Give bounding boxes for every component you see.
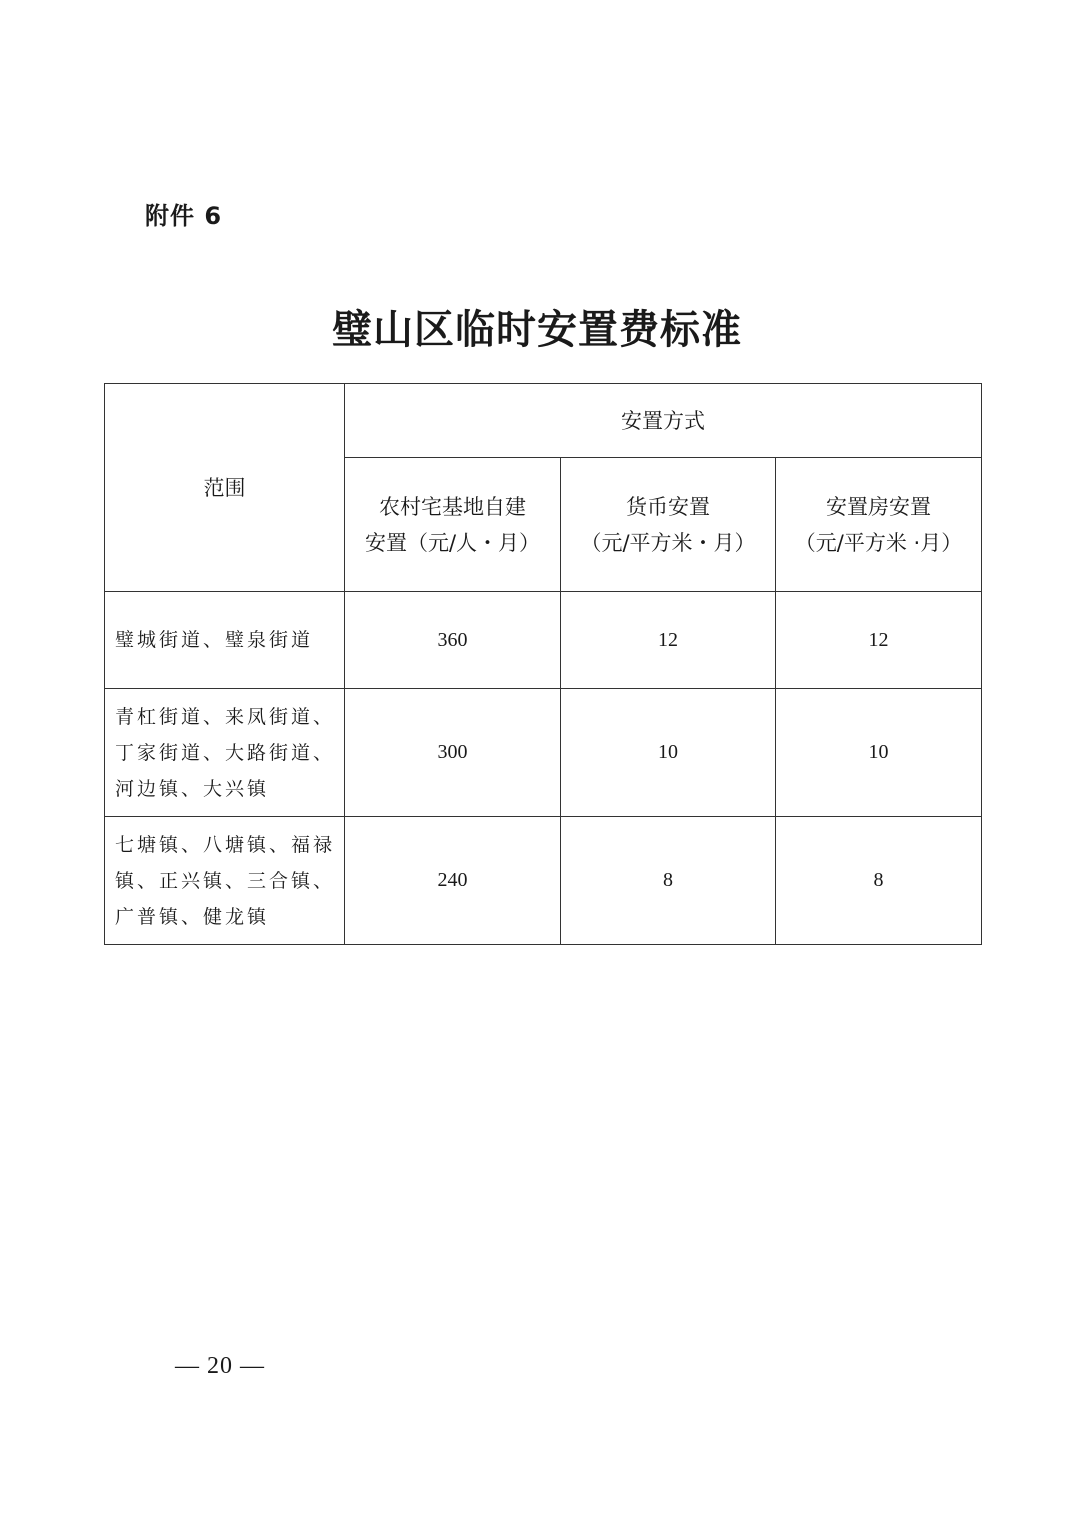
header-rural-self-build xyxy=(345,458,561,592)
header-range: 范围 xyxy=(105,384,345,592)
row-value-housing: 12 xyxy=(776,592,982,689)
table-row xyxy=(105,592,982,689)
resettlement-fee-table xyxy=(104,383,982,945)
table-row xyxy=(105,817,982,945)
row-region: 七塘镇、八塘镇、福禄镇、正兴镇、三合镇、广普镇、健龙镇 xyxy=(105,817,345,945)
header-monetary-line1: 货币安置 xyxy=(626,494,710,519)
page-number: — 20 — xyxy=(175,1353,265,1379)
header-rural-self-build-line2: 安置（元/人・月） xyxy=(364,530,541,555)
header-resettlement-method: 安置方式 xyxy=(345,384,982,458)
header-monetary xyxy=(561,458,776,592)
row-value-monetary: 12 xyxy=(561,592,776,689)
document-title: 璧山区临时安置费标准 xyxy=(332,306,742,353)
table-row xyxy=(105,689,982,817)
header-monetary-line2: （元/平方米・月） xyxy=(580,530,756,555)
header-housing-line2: （元/平方米 ·月） xyxy=(794,530,963,555)
header-housing xyxy=(776,458,982,592)
header-housing-line1: 安置房安置 xyxy=(826,494,931,519)
row-value-monetary: 8 xyxy=(561,817,776,945)
row-value-monetary: 10 xyxy=(561,689,776,817)
row-region: 璧城街道、璧泉街道 xyxy=(105,592,345,689)
row-value-rural: 300 xyxy=(345,689,561,817)
row-value-housing: 10 xyxy=(776,689,982,817)
row-value-rural: 240 xyxy=(345,817,561,945)
row-value-rural: 360 xyxy=(345,592,561,689)
header-rural-self-build-line1: 农村宅基地自建 xyxy=(379,494,526,519)
row-region: 青杠街道、来凤街道、丁家街道、大路街道、河边镇、大兴镇 xyxy=(105,689,345,817)
attachment-label: 附件 6 xyxy=(145,202,223,230)
row-value-housing: 8 xyxy=(776,817,982,945)
